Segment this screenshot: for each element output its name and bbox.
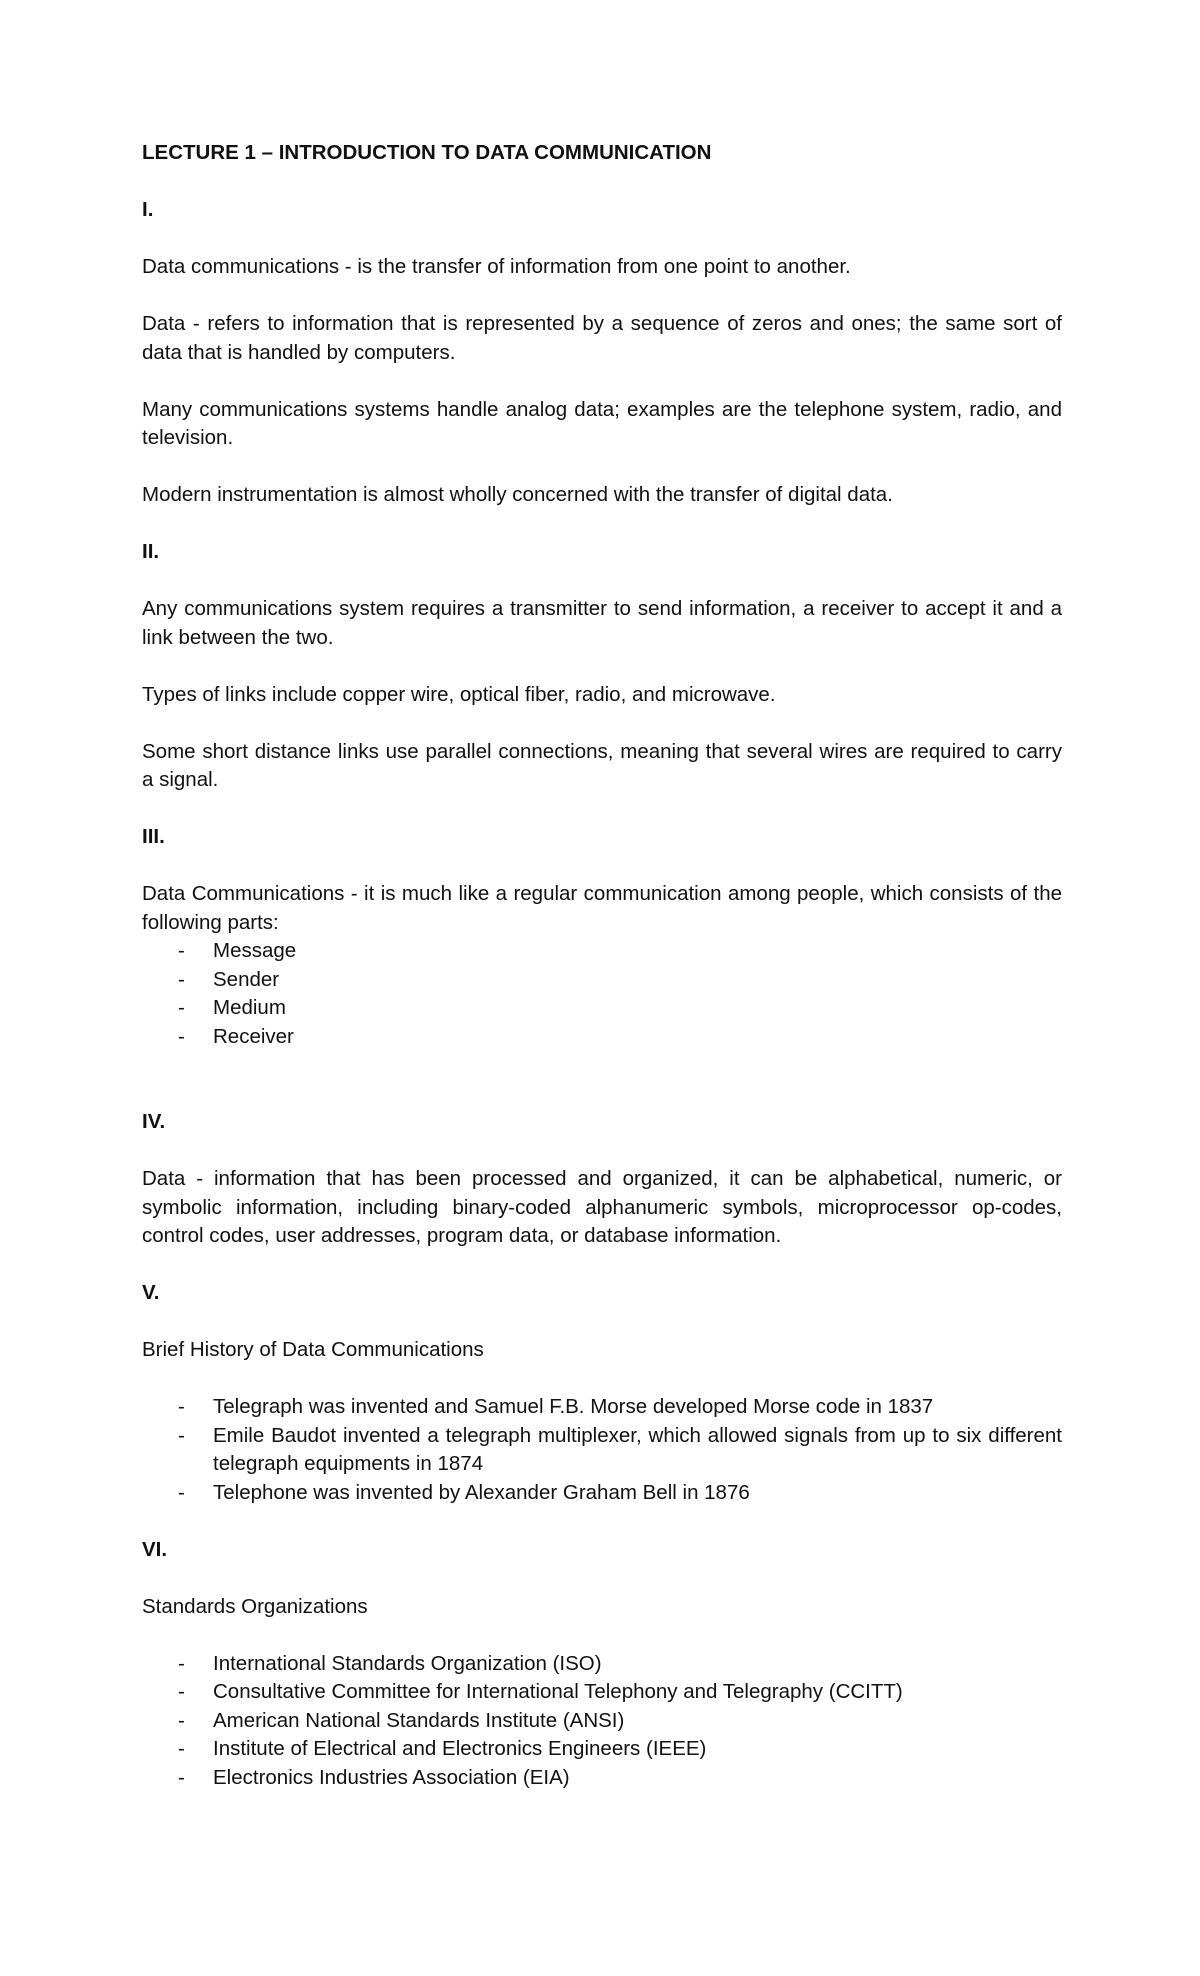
paragraph: Many communications systems handle analog data; examples are the telephone system, radio, and television. bbox=[142, 397, 1062, 449]
list-item bbox=[142, 1393, 1062, 1422]
dash-bullet: - bbox=[178, 1651, 185, 1675]
list-item bbox=[142, 937, 1062, 966]
list-item-text: Telephone was invented by Alexander Graham Bell in 1876 bbox=[213, 1480, 750, 1504]
list-item bbox=[142, 966, 1062, 995]
paragraph: Brief History of Data Communications bbox=[142, 1338, 484, 1361]
section-heading-5: V. bbox=[142, 1281, 160, 1304]
dash-bullet: - bbox=[178, 939, 185, 962]
list-item bbox=[142, 994, 1062, 1023]
spacer bbox=[142, 1051, 1062, 1108]
list-item-text: Consultative Committee for International Telephony and Telegraphy (CCITT) bbox=[213, 1680, 903, 1703]
dash-bullet: - bbox=[178, 1024, 185, 1048]
page-title: LECTURE 1 – INTRODUCTION TO DATA COMMUNICATION bbox=[142, 141, 712, 164]
paragraph: Data - information that has been processed and organized, it can be alphabetical, numeric, or symbolic information, including binary-coded alphanumeric symbols, microprocessor op-codes, control codes, user addresses, program data, or database information. bbox=[142, 1167, 1062, 1247]
list-item bbox=[142, 1735, 1062, 1764]
paragraph: Some short distance links use parallel connections, meaning that several wires are required to carry a signal. bbox=[142, 739, 1062, 791]
dash-bullet: - bbox=[178, 1708, 185, 1732]
list-item-text: Message bbox=[213, 939, 297, 962]
paragraph: Types of links include copper wire, optical fiber, radio, and microwave. bbox=[142, 682, 776, 706]
document-page bbox=[142, 139, 1062, 1821]
dash-bullet: - bbox=[178, 996, 185, 1019]
dash-bullet: - bbox=[178, 1480, 185, 1504]
dash-bullet: - bbox=[178, 1737, 185, 1760]
list-item-text: Receiver bbox=[213, 1024, 294, 1048]
section-heading-4: IV. bbox=[142, 1110, 166, 1133]
paragraph: Standards Organizations bbox=[142, 1594, 368, 1618]
list-item-text: Telegraph was invented and Samuel F.B. Morse developed Morse code in 1837 bbox=[213, 1395, 934, 1418]
list-item-text: Electronics Industries Association (EIA) bbox=[213, 1765, 570, 1789]
list-item-text: Emile Baudot invented a telegraph multiplexer, which allowed signals from up to six different telegraph equipments in 1874 bbox=[213, 1423, 1062, 1475]
list-item-text: Medium bbox=[213, 996, 286, 1019]
list-item bbox=[142, 1023, 1062, 1052]
list-item bbox=[142, 1650, 1062, 1679]
section-heading-2: II. bbox=[142, 540, 160, 563]
history-list bbox=[142, 1393, 1062, 1507]
section-heading-6: VI. bbox=[142, 1537, 168, 1561]
section-heading-3: III. bbox=[142, 825, 165, 848]
list-item bbox=[142, 1764, 1062, 1793]
list-item bbox=[142, 1707, 1062, 1736]
dash-bullet: - bbox=[178, 1395, 185, 1418]
list-item-text: Sender bbox=[213, 967, 280, 991]
list-item bbox=[142, 1422, 1062, 1479]
standards-list bbox=[142, 1650, 1062, 1793]
dash-bullet: - bbox=[178, 1680, 185, 1703]
list-item bbox=[142, 1479, 1062, 1508]
list-item-text: American National Standards Institute (ANSI) bbox=[213, 1708, 625, 1732]
dash-bullet: - bbox=[178, 1765, 185, 1789]
paragraph: Any communications system requires a transmitter to send information, a receiver to accept it and a link between the two. bbox=[142, 597, 1062, 649]
list-item-text: International Standards Organization (ISO) bbox=[213, 1651, 602, 1675]
dash-bullet: - bbox=[178, 1423, 185, 1447]
paragraph: Data communications - is the transfer of information from one point to another. bbox=[142, 255, 851, 278]
paragraph: Data Communications - it is much like a regular communication among people, which consists of the following parts: bbox=[142, 882, 1062, 934]
list-item-text: Institute of Electrical and Electronics Engineers (IEEE) bbox=[213, 1737, 707, 1760]
section-heading-1: I. bbox=[142, 198, 154, 221]
parts-list bbox=[142, 937, 1062, 1051]
paragraph: Modern instrumentation is almost wholly concerned with the transfer of digital data. bbox=[142, 483, 893, 506]
paragraph: Data - refers to information that is represented by a sequence of zeros and ones; the same sort of data that is handled by computers. bbox=[142, 312, 1062, 364]
dash-bullet: - bbox=[178, 967, 185, 991]
list-item bbox=[142, 1678, 1062, 1707]
